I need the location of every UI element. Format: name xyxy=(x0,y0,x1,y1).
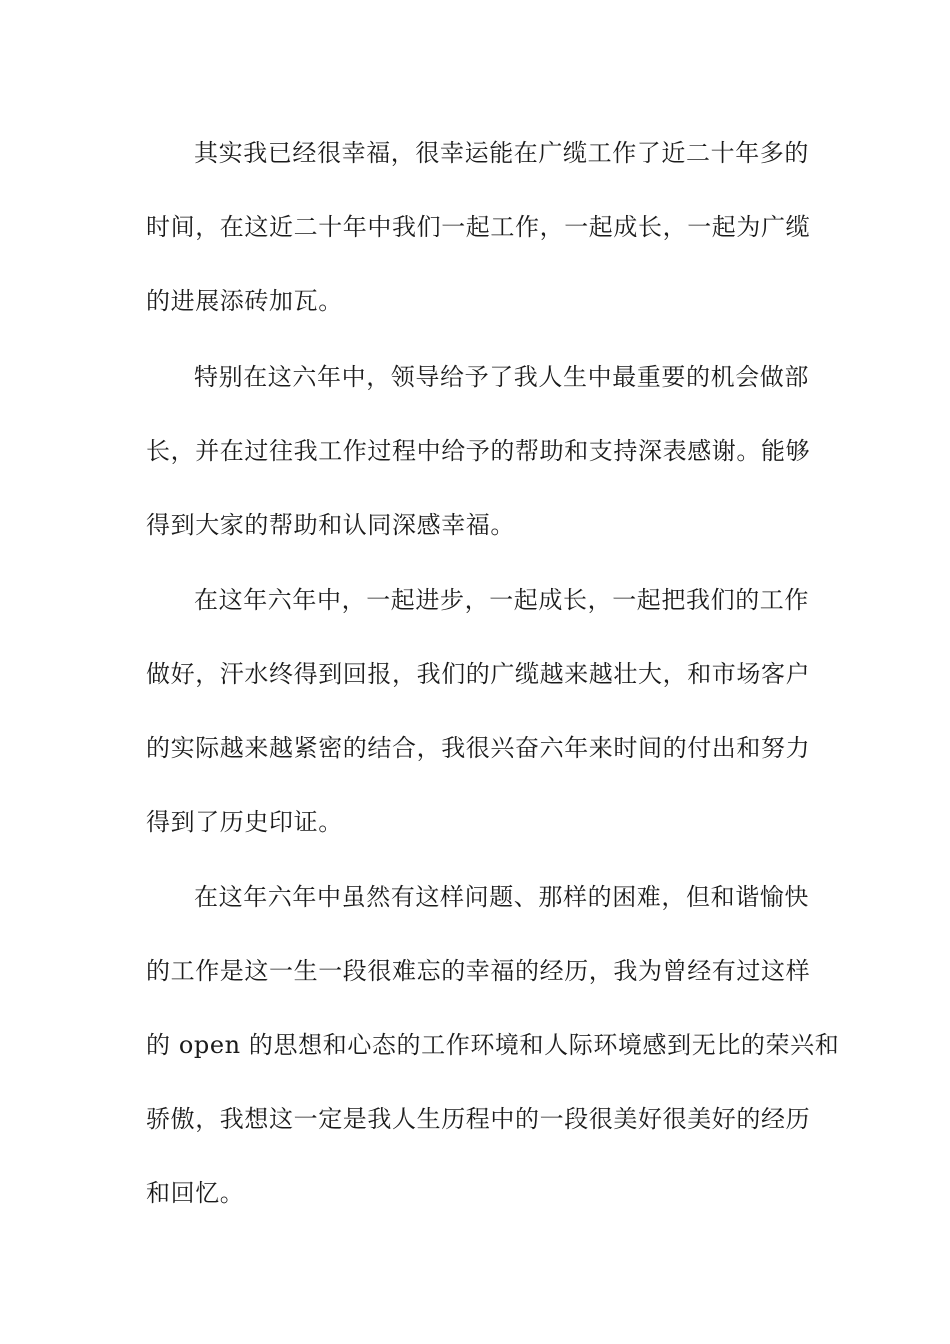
paragraph-2-line-2: 长，并在过往我工作过程中给予的帮助和支持深表感谢。能够 xyxy=(146,437,811,465)
paragraph-1-line-1: 其实我已经很幸福，很幸运能在广缆工作了近二十年多的 xyxy=(194,139,809,167)
paragraph-3-line-1: 在这年六年中，一起进步，一起成长，一起把我们的工作 xyxy=(194,586,809,614)
paragraph-1-line-2: 时间，在这近二十年中我们一起工作，一起成长，一起为广缆 xyxy=(146,213,811,241)
paragraph-1-line-3: 的进展添砖加瓦。 xyxy=(146,287,343,315)
paragraph-4-line-2: 的工作是这一生一段很难忘的幸福的经历，我为曾经有过这样 xyxy=(146,957,811,985)
paragraph-3-line-4: 得到了历史印证。 xyxy=(146,808,343,836)
paragraph-4-line-4: 骄傲，我想这一定是我人生历程中的一段很美好很美好的经历 xyxy=(146,1105,811,1133)
paragraph-4-line-5: 和回忆。 xyxy=(146,1179,245,1207)
paragraph-4-line-3: 的 open 的思想和心态的工作环境和人际环境感到无比的荣兴和 xyxy=(146,1031,840,1059)
paragraph-2-line-1: 特别在这六年中，领导给予了我人生中最重要的机会做部 xyxy=(194,363,809,391)
paragraph-4-line-1: 在这年六年中虽然有这样问题、那样的困难，但和谐愉快 xyxy=(194,883,809,911)
paragraph-3-line-3: 的实际越来越紧密的结合，我很兴奋六年来时间的付出和努力 xyxy=(146,734,811,762)
paragraph-3-line-2: 做好，汗水终得到回报，我们的广缆越来越壮大，和市场客户 xyxy=(146,660,811,688)
paragraph-2-line-3: 得到大家的帮助和认同深感幸福。 xyxy=(146,511,515,539)
